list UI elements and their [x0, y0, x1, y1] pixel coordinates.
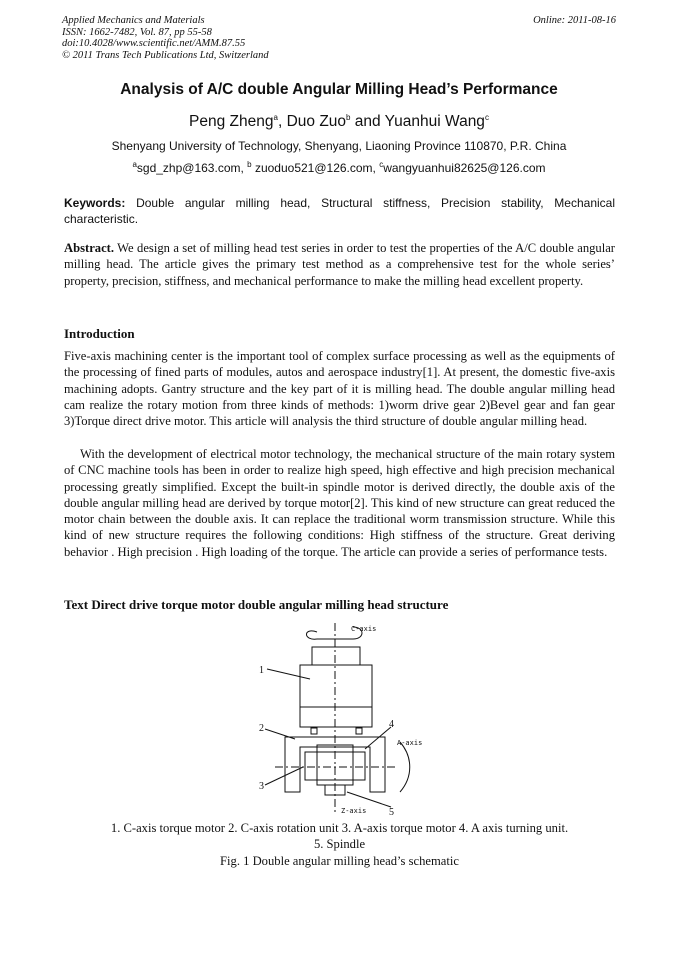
email-list [0, 160, 678, 175]
email-superscript: c [379, 160, 384, 169]
intro-paragraph-2: With the development of electrical motor technology, the mechanical structure of the main rotary system of CNC machine tools has been in order to realize high speed, high effective and high precision mechanical processing greatly simplified. Except the built-in spindle motor is derived directly, the double axis of the double angular milling head are derived by torque motor[2]. This kind of new structure can great reduced the motor chain between the double axis. It can replace the traditional worm transmission structure. While this kind of new structure requires the following conditions: High stiffness of the structure. Great deriving behavior . High precision . High loading of the torque. The article can provide a series of performance tests. [64, 447, 615, 559]
keywords-label: Keywords: [64, 196, 126, 210]
author-name: and Yuanhui Wang [350, 113, 485, 131]
author-superscript: a [273, 113, 278, 122]
email-link[interactable]: wangyuanhui82625@126.com [383, 161, 546, 175]
author-name: , Duo Zuo [277, 113, 347, 131]
callout-number: 5 [389, 807, 394, 818]
callout-number: 2 [259, 723, 264, 734]
figure-caption: Fig. 1 Double angular milling head’s schematic [220, 853, 459, 868]
issn-line: ISSN: 1662-7482, Vol. 87, pp 55-58 [62, 26, 212, 38]
leader-line [365, 727, 391, 749]
keywords [64, 195, 615, 227]
email-link[interactable]: zuoduo521@126.com, [251, 161, 380, 175]
email-superscript: b [247, 160, 252, 169]
callout-number: 3 [259, 781, 264, 792]
figure-legend-line: 1. C-axis torque motor 2. C-axis rotation unit 3. A-axis torque motor 4. A axis turning unit. [110, 821, 569, 835]
c-axis-rotation-unit [300, 707, 372, 727]
paper-title: Analysis of A/C double Angular Milling Head’s Performance [120, 81, 558, 98]
affiliation: Shenyang University of Technology, Shenyang, Liaoning Province 110870, P.R. China [111, 139, 567, 153]
journal-header [62, 15, 269, 61]
bearing [311, 728, 317, 734]
figure-legend [64, 820, 615, 869]
abstract [64, 240, 615, 289]
leader-line [347, 792, 391, 807]
abstract-text: We design a set of milling head test series in order to test the properties of the A/C double angular milling head. The article gives the primary test method as a comprehensive test for the whole series’ property, precision, stiffness, and mechanical performance to make the milling head excellent property. [64, 241, 615, 288]
copyright-line: © 2011 Trans Tech Publications Ltd, Switzerland [62, 49, 269, 61]
email-superscript: a [132, 160, 137, 169]
intro-paragraph-1: Five-axis machining center is the important tool of complex surface processing as well as the equipments of the processing of fined parts of modules, autos and aerospace industry[1]. At present, the domestic five-axis machining adopts. Gantry structure and the key part of it is milling head. The double angular milling head cam realize the rotary motion from three kinds of methods: 1)worm drive gear 2)Bevel gear and fan gear 3)Torque direct drive motor. This article will analysis the third structure of double angular milling head. [64, 349, 615, 429]
leader-line [265, 729, 295, 739]
abstract-label: Abstract. [64, 241, 115, 255]
author-name: Peng Zheng [189, 113, 274, 131]
z-axis-label: Z-axis [341, 807, 367, 815]
author-superscript: b [346, 113, 351, 122]
bearing [356, 728, 362, 734]
section-heading-introduction: Introduction [64, 326, 135, 341]
online-date: Online: 2011-08-16 [533, 15, 616, 26]
callout-number: 4 [389, 719, 394, 730]
journal-name: Applied Mechanics and Materials [62, 15, 205, 26]
c-axis-label: C-axis [351, 625, 377, 633]
leader-line [265, 767, 303, 785]
author-superscript: c [484, 113, 489, 122]
c-axis-motor-cap [312, 647, 360, 665]
figure-legend-line: 5. Spindle [313, 837, 366, 852]
doi-line: doi:10.4028/www.scientific.net/AMM.87.55 [62, 38, 246, 49]
a-axis-label: A-axis [397, 739, 423, 747]
author-list [0, 113, 678, 131]
email-link[interactable]: sgd_zhp@163.com, [136, 161, 248, 175]
section-heading-structure: Text Direct drive torque motor double angular milling head structure [64, 597, 449, 612]
milling-head-schematic [255, 617, 423, 818]
callout-number: 1 [259, 665, 264, 676]
leader-line [267, 669, 310, 679]
keywords-text: Double angular milling head, Structural stiffness, Precision stability, Mechanical characteristic. [64, 196, 615, 226]
a-axis-rotation-arrow [400, 742, 410, 792]
c-axis-torque-motor [300, 665, 372, 707]
